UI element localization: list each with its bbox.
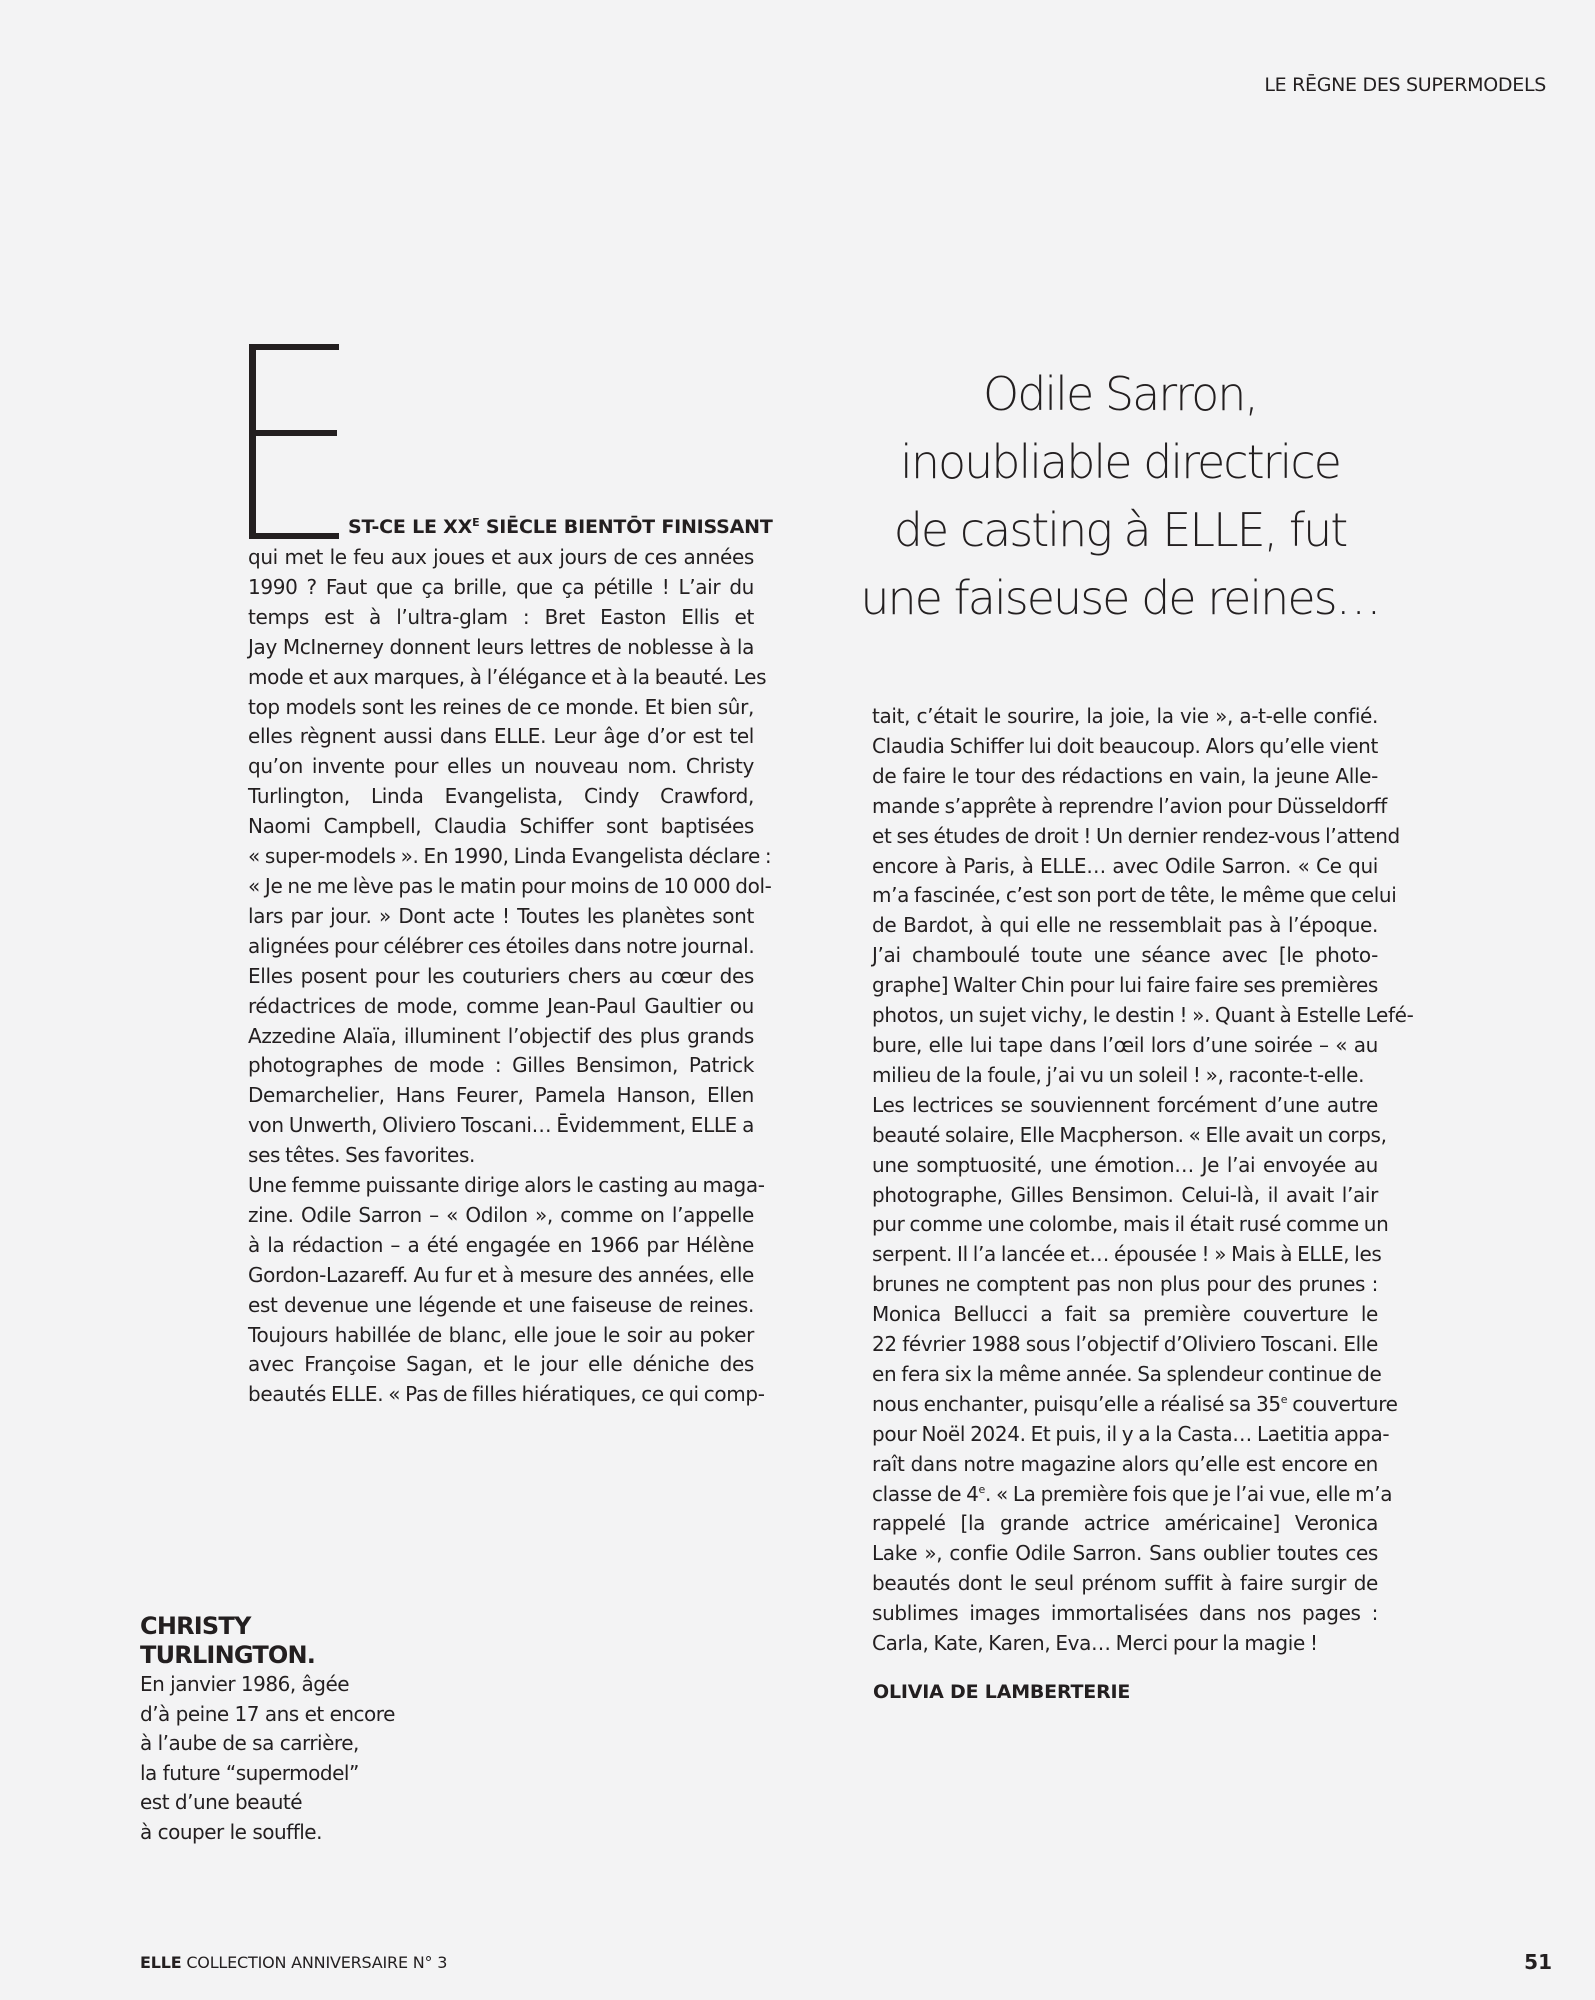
article-line: Claudia Schiffer lui doit beaucoup. Alors qu’elle vient xyxy=(872,733,1378,758)
author-signature: OLIVIA DE LAMBERTERIE xyxy=(873,1681,1131,1703)
article-line: Gordon-Lazareff. Au fur et à mesure des années, elle xyxy=(248,1262,754,1287)
article-line: Demarchelier, Hans Feurer, Pamela Hanson, Ellen xyxy=(248,1083,754,1108)
article-line: à la rédaction – a été engagée en 1966 par Hélène xyxy=(248,1232,754,1257)
article-line: lars par jour. » Dont acte ! Toutes les planètes sont xyxy=(248,903,754,928)
article-line: Carla, Kate, Karen, Eva… Merci pour la magie ! xyxy=(872,1631,1318,1656)
article-line: ses têtes. Ses favorites. xyxy=(248,1143,476,1168)
article-line: rappelé [la grande actrice américaine] Veronica xyxy=(872,1511,1378,1536)
caption-line: En janvier 1986, âgée xyxy=(140,1672,350,1696)
article-line: classe de 4e. « La première fois que je l’ai vue, elle m’a xyxy=(872,1481,1393,1506)
article-line: J’ai chamboulé toute une séance avec [le photo- xyxy=(872,943,1378,968)
article-line: nous enchanter, puisqu’elle a réalisé sa 35e couverture xyxy=(872,1391,1398,1416)
article-line: sublimes images immortalisées dans nos pages : xyxy=(872,1601,1378,1626)
article-line: beautés ELLE. « Pas de filles hiératiques, ce qui comp- xyxy=(248,1382,765,1407)
article-line: rédactrices de mode, comme Jean-Paul Gaultier ou xyxy=(248,993,754,1018)
caption-line: la future “supermodel” xyxy=(140,1760,359,1785)
caption-line: d’à peine 17 ans et encore xyxy=(140,1701,395,1726)
article-line: milieu de la foule, j’ai vu un soleil ! », raconte-t-elle. xyxy=(872,1062,1365,1087)
article-line: serpent. Il l’a lancée et… épousée ! » Mais à ELLE, les xyxy=(872,1242,1382,1267)
article-line: photographes de mode : Gilles Bensimon, Patrick xyxy=(248,1053,754,1078)
article-line: beauté solaire, Elle Macpherson. « Elle avait un corps, xyxy=(872,1122,1387,1147)
article-line: zine. Odile Sarron – « Odilon », comme on l’appelle xyxy=(248,1202,754,1227)
article-line: qui met le feu aux joues et aux jours de ces années xyxy=(248,545,754,569)
article-line: tait, c’était le sourire, la joie, la vie », a-t-elle confié. xyxy=(872,704,1378,728)
article-line: Toujours habillée de blanc, elle joue le soir au poker xyxy=(248,1322,754,1347)
article-line: pour Noël 2024. Et puis, il y a la Casta… Laetitia appa- xyxy=(872,1421,1390,1446)
article-line: avec Françoise Sagan, et le jour elle déniche des xyxy=(248,1352,754,1377)
pullquote xyxy=(860,360,1380,632)
footer-publication xyxy=(140,1953,447,1972)
pullquote-line: une faiseuse de reines… xyxy=(860,571,1380,625)
footer-brand: ELLE xyxy=(140,1953,182,1972)
article-line: bure, elle lui tape dans l’œil lors d’une soirée – « au xyxy=(872,1032,1378,1057)
article-right-column xyxy=(872,702,1414,1659)
article-line: de faire le tour des rédactions en vain, la jeune Alle- xyxy=(872,763,1378,788)
article-line: 1990 ? Faut que ça brille, que ça pétille ! L’air du xyxy=(248,574,754,599)
article-line: top models sont les reines de ce monde. Et bien sûr, xyxy=(248,694,754,719)
article-line: mode et aux marques, à l’élégance et à la beauté. Les xyxy=(248,664,767,689)
article-left-column xyxy=(248,543,772,1410)
article-line: Les lectrices se souviennent forcément d’une autre xyxy=(872,1092,1378,1117)
article-line: brunes ne comptent pas non plus pour des prunes : xyxy=(872,1272,1378,1297)
photo-caption xyxy=(140,1612,420,1847)
article-line: temps est à l’ultra-glam : Bret Easton Ellis et xyxy=(248,604,754,629)
article-line: en fera six la même année. Sa splendeur continue de xyxy=(872,1361,1382,1386)
article-line: et ses études de droit ! Un dernier rendez-vous l’attend xyxy=(872,823,1400,848)
article-line: Naomi Campbell, Claudia Schiffer sont baptisées xyxy=(248,814,754,839)
article-line: qu’on invente pour elles un nouveau nom. Christy xyxy=(248,754,754,779)
article-line: encore à Paris, à ELLE… avec Odile Sarron. « Ce qui xyxy=(872,853,1378,878)
article-line: Monica Bellucci a fait sa première couverture le xyxy=(872,1302,1378,1327)
page-number: 51 xyxy=(1524,1950,1552,1974)
article-line: photographe, Gilles Bensimon. Celui-là, il avait l’air xyxy=(872,1182,1378,1207)
pullquote-line: de casting à ELLE, fut xyxy=(893,503,1347,557)
caption-line: est d’une beauté xyxy=(140,1790,303,1814)
article-line: Azzedine Alaïa, illuminent l’objectif des plus grands xyxy=(248,1023,754,1048)
article-line: « super-models ». En 1990, Linda Evangelista déclare : xyxy=(248,844,772,869)
article-line: de Bardot, à qui elle ne ressemblait pas à l’époque. xyxy=(872,913,1378,938)
article-line: pur comme une colombe, mais il était rusé comme un xyxy=(872,1212,1389,1237)
article-line: graphe] Walter Chin pour lui faire faire ses premières xyxy=(872,973,1378,998)
article-line: mande s’apprête à reprendre l’avion pour Düsseldorff xyxy=(872,793,1387,818)
article-line: alignées pour célébrer ces étoiles dans notre journal. xyxy=(248,933,755,958)
caption-title: CHRISTY TURLINGTON. xyxy=(140,1612,316,1669)
lead-in: ST-CE LE $XX^E$ SIĒCLE BIENTŌT FINISSANT xyxy=(348,516,773,538)
caption-line: à couper le souffle. xyxy=(140,1819,322,1844)
article-line: 22 février 1988 sous l’objectif d’Oliviero Toscani. Elle xyxy=(872,1332,1378,1357)
article-line: m’a fascinée, c’est son port de tête, le même que celui xyxy=(872,883,1397,908)
footer-collection: COLLECTION ANNIVERSAIRE N° 3 xyxy=(181,1953,448,1972)
article-line: « Je ne me lève pas le matin pour moins de 10 000 dol- xyxy=(248,873,772,898)
article-line: Jay McInerney donnent leurs lettres de noblesse à la xyxy=(248,634,754,659)
article-line: une somptuosité, une émotion… Je l’ai envoyée au xyxy=(872,1152,1378,1177)
article-line: Une femme puissante dirige alors le casting au maga- xyxy=(248,1173,765,1198)
article-line: von Unwerth, Oliviero Toscani… Ēvidemment, ELLE a xyxy=(248,1113,754,1138)
article-line: Lake », confie Odile Sarron. Sans oublier toutes ces xyxy=(872,1541,1378,1566)
article-line: photos, un sujet vichy, le destin ! ». Quant à Estelle Lefé- xyxy=(872,1003,1414,1028)
article-line: est devenue une légende et une faiseuse de reines. xyxy=(248,1292,754,1317)
article-line: raît dans notre magazine alors qu’elle est encore en xyxy=(872,1451,1378,1476)
pullquote-line: inoubliable directrice xyxy=(900,435,1340,489)
article-line: elles règnent aussi dans ELLE. Leur âge d’or est tel xyxy=(248,724,754,749)
drop-cap-e xyxy=(249,344,339,539)
article-line: Elles posent pour les couturiers chers au cœur des xyxy=(248,963,754,988)
article-line: Turlington, Linda Evangelista, Cindy Crawford, xyxy=(248,784,754,809)
article-line: beautés dont le seul prénom suffit à faire surgir de xyxy=(872,1571,1378,1596)
running-head: LE RĒGNE DES SUPERMODELS xyxy=(1264,74,1546,96)
caption-line: à l’aube de sa carrière, xyxy=(140,1731,359,1755)
pullquote-line: Odile Sarron, xyxy=(982,367,1257,421)
